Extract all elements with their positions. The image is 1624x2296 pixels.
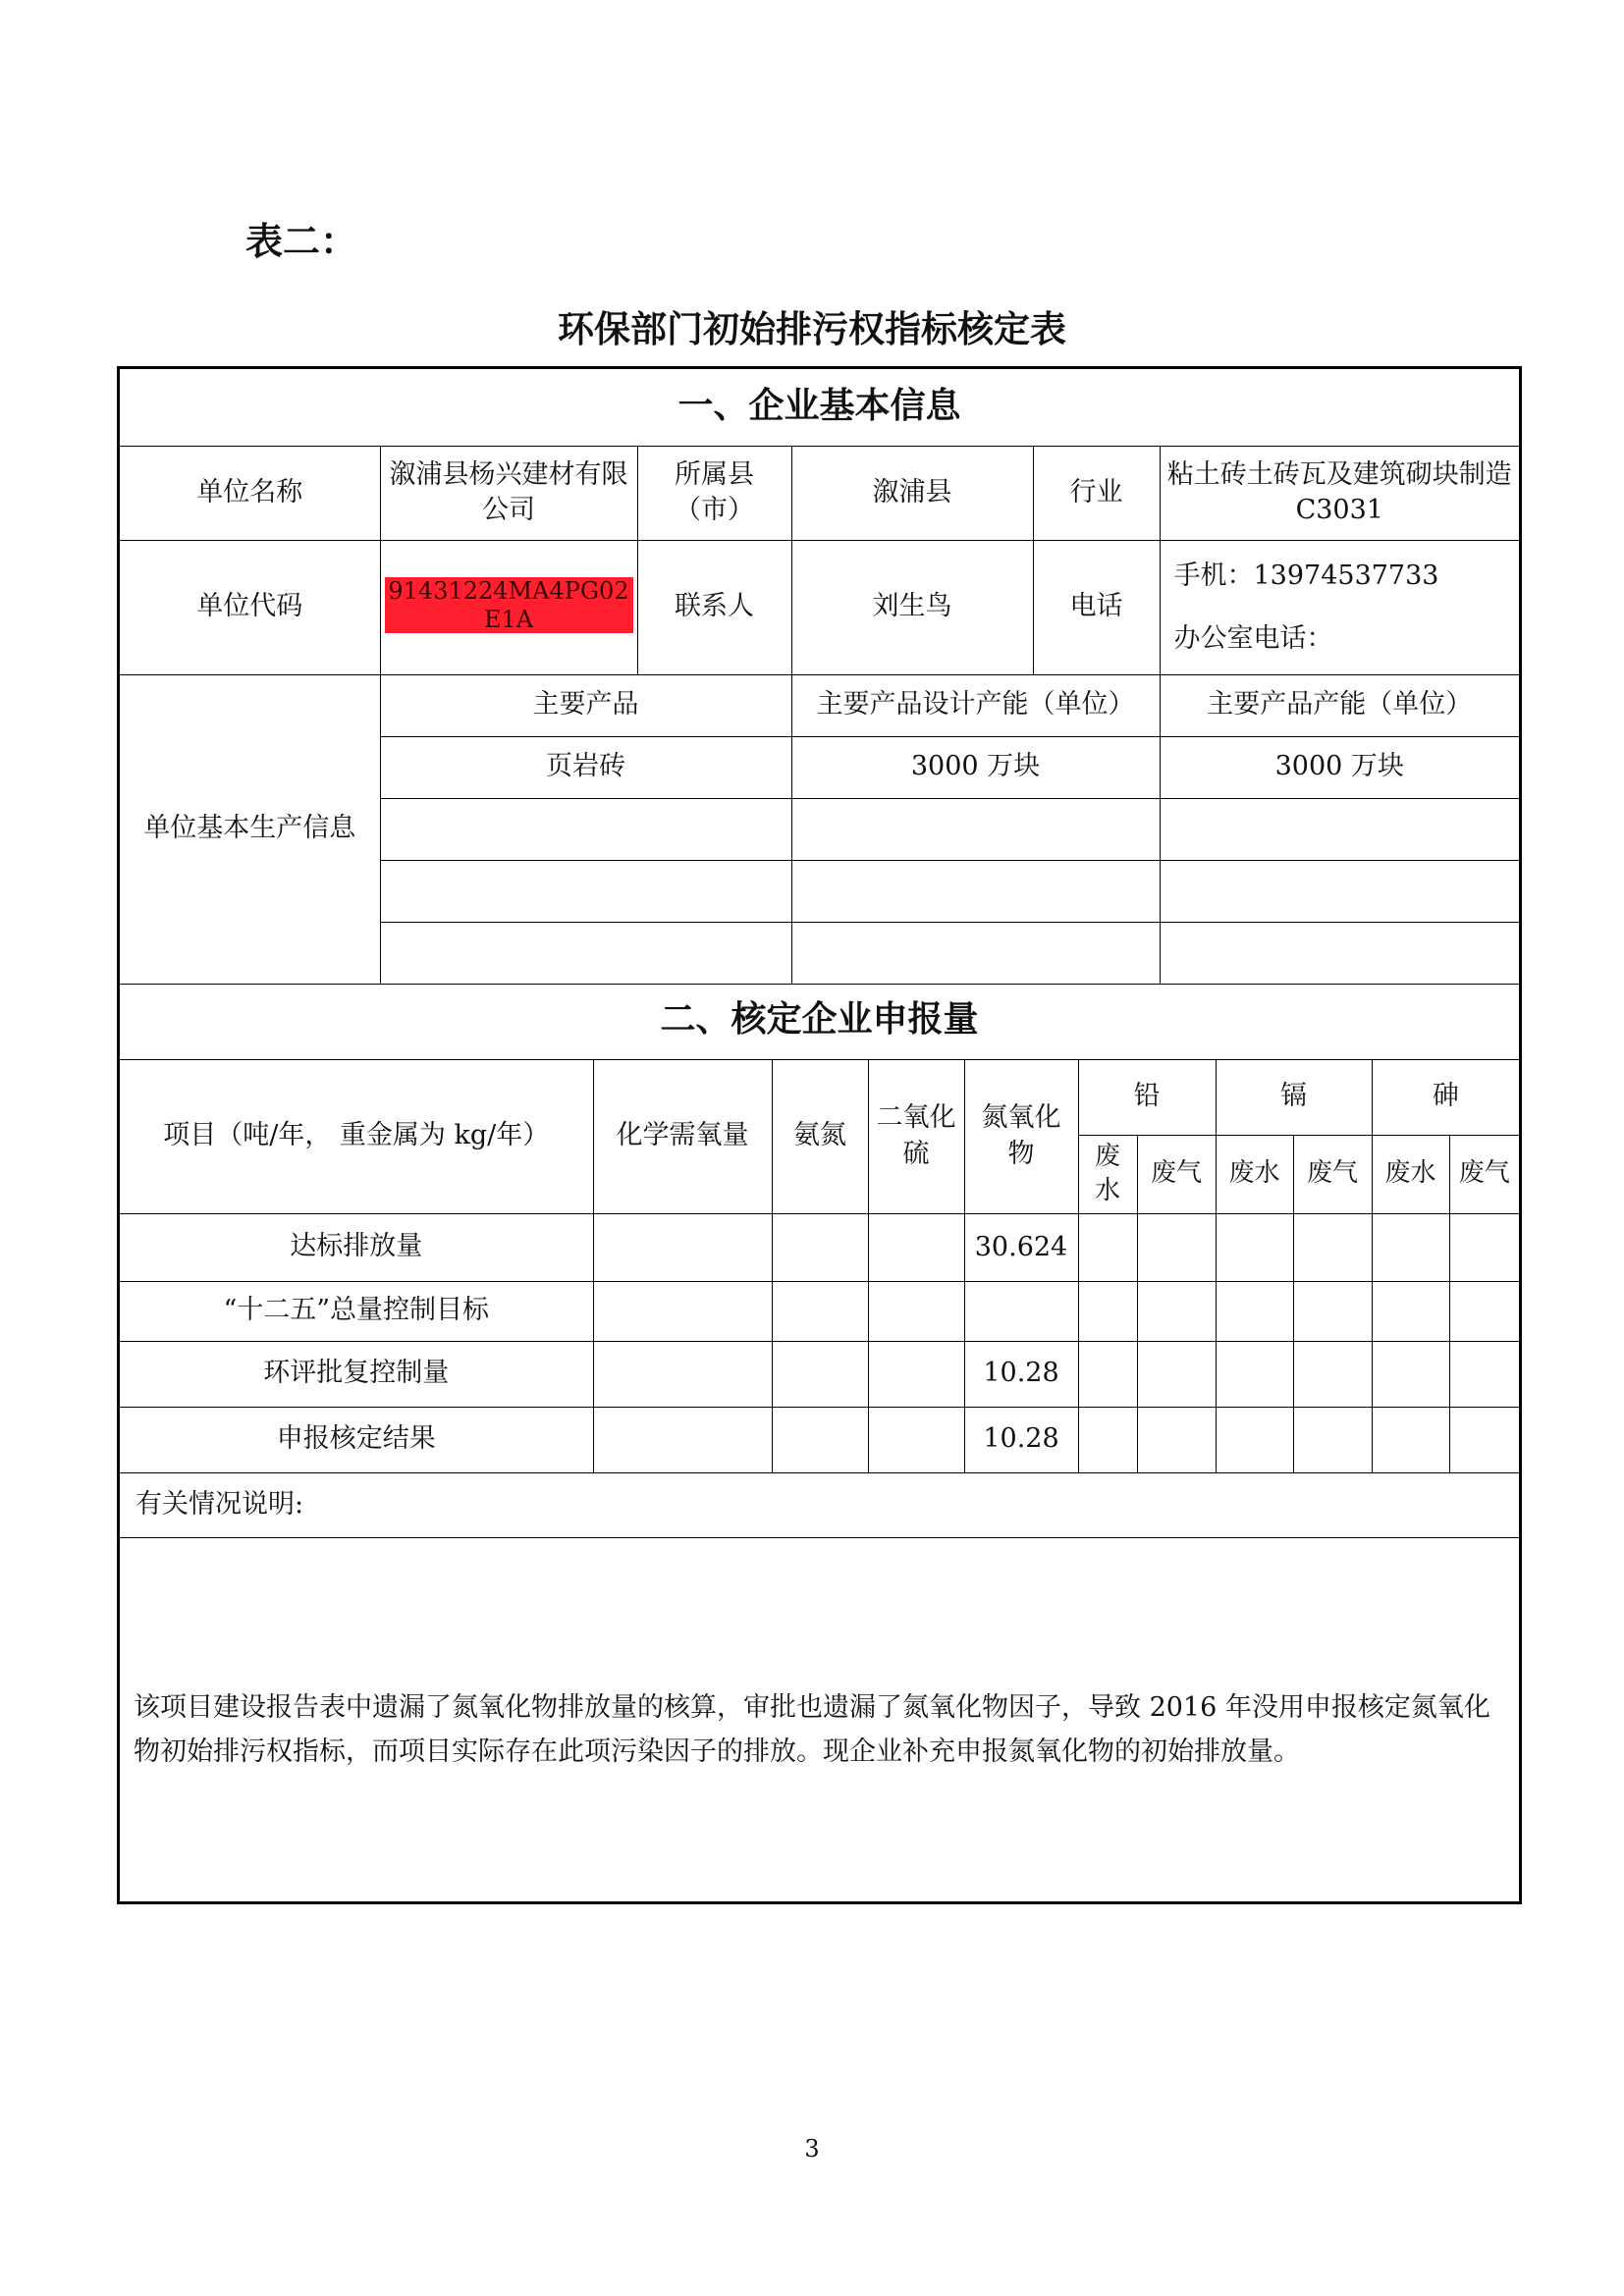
so2-cell [868,1281,964,1341]
table-row [120,1407,1519,1472]
nox-cell: 10.28 [964,1341,1078,1407]
prod-cell: 3000 万块 [791,736,1160,798]
prod-header-product: 主要产品 [380,674,791,736]
unit-code-value: 91431224MA4PG02E1A [385,577,633,634]
prod-cell [1160,798,1519,860]
unit-name-value: 溆浦县杨兴建材有限公司 [380,446,637,540]
unit-code-cell [380,540,637,674]
cod-cell [593,1281,772,1341]
nox-header: 氮氧化物 [964,1059,1078,1213]
unit-name-label: 单位名称 [120,446,380,540]
page-label: 表二： [245,220,358,263]
ammonia-cell [772,1213,868,1281]
industry-value: 粘土砖土砖瓦及建筑砌块制造 C3031 [1160,446,1519,540]
cod-cell [593,1341,772,1407]
cadmium-wastewater-header: 废水 [1216,1135,1293,1213]
declaration-table [120,983,1519,1904]
so2-cell [868,1341,964,1407]
ammonia-cell [772,1281,868,1341]
arsenic-wastegas-header: 废气 [1449,1135,1519,1213]
table-row [120,1213,1519,1281]
note-label: 有关情况说明: [120,1472,1519,1537]
prod-header-design-capacity: 主要产品设计产能（单位） [791,674,1160,736]
prod-cell [791,798,1160,860]
cod-cell [593,1213,772,1281]
table-row [120,1281,1519,1341]
prod-cell [1160,922,1519,984]
ammonia-cell [772,1407,868,1472]
contact-label: 联系人 [637,540,791,674]
office-phone: 办公室电话： [1173,622,1333,654]
row-label: “十二五”总量控制目标 [120,1281,593,1341]
page-number: 3 [804,2135,820,2163]
arsenic-header: 砷 [1372,1059,1519,1135]
so2-cell [868,1407,964,1472]
unit-code-label: 单位代码 [120,540,380,674]
document-title: 环保部门初始排污权指标核定表 [558,308,1066,350]
lead-wastewater-header: 废水 [1078,1135,1137,1213]
county-value: 溆浦县 [791,446,1033,540]
so2-cell [868,1213,964,1281]
mobile-phone: 手机：13974537733 [1173,560,1439,591]
ammonia-header: 氨氮 [772,1059,868,1213]
phone-value-cell [1160,540,1519,674]
production-info-label: 单位基本生产信息 [120,674,380,984]
industry-label: 行业 [1033,446,1160,540]
row-label: 申报核定结果 [120,1407,593,1472]
county-label: 所属县（市） [637,446,791,540]
nox-cell: 30.624 [964,1213,1078,1281]
prod-cell [791,860,1160,922]
prod-cell [380,860,791,922]
prod-cell [791,922,1160,984]
prod-cell [380,798,791,860]
section-1-title: 一、企业基本信息 [120,369,1519,446]
nox-cell: 10.28 [964,1407,1078,1472]
cadmium-wastegas-header: 废气 [1293,1135,1372,1213]
nox-cell [964,1281,1078,1341]
lead-wastegas-header: 废气 [1137,1135,1216,1213]
contact-value: 刘生鸟 [791,540,1033,674]
cod-header: 化学需氧量 [593,1059,772,1213]
row-label: 环评批复控制量 [120,1341,593,1407]
basic-info-table [120,369,1519,985]
item-header: 项目（吨/年， 重金属为 kg/年） [120,1059,593,1213]
form-sheet [117,366,1522,1904]
prod-cell [1160,860,1519,922]
so2-header: 二氧化硫 [868,1059,964,1213]
prod-cell: 3000 万块 [1160,736,1519,798]
phone-label: 电话 [1033,540,1160,674]
note-body [120,1537,1519,1903]
cod-cell [593,1407,772,1472]
arsenic-wastewater-header: 废水 [1372,1135,1449,1213]
lead-header: 铅 [1078,1059,1216,1135]
prod-cell: 页岩砖 [380,736,791,798]
cadmium-header: 镉 [1216,1059,1372,1135]
note-text: 该项目建设报告表中遗漏了氮氧化物排放量的核算，审批也遗漏了氮氧化物因子，导致 2016 年没用申报核定氮氧化物初始排污权指标，而项目实际存在此项污染因子的排放。现企业补充申报氮氧化物的初始排放量。 [134,1691,1490,1767]
prod-cell [380,922,791,984]
section-2-title: 二、核定企业申报量 [120,983,1519,1059]
ammonia-cell [772,1341,868,1407]
row-label: 达标排放量 [120,1213,593,1281]
prod-header-capacity: 主要产品产能（单位） [1160,674,1519,736]
table-row [120,1341,1519,1407]
